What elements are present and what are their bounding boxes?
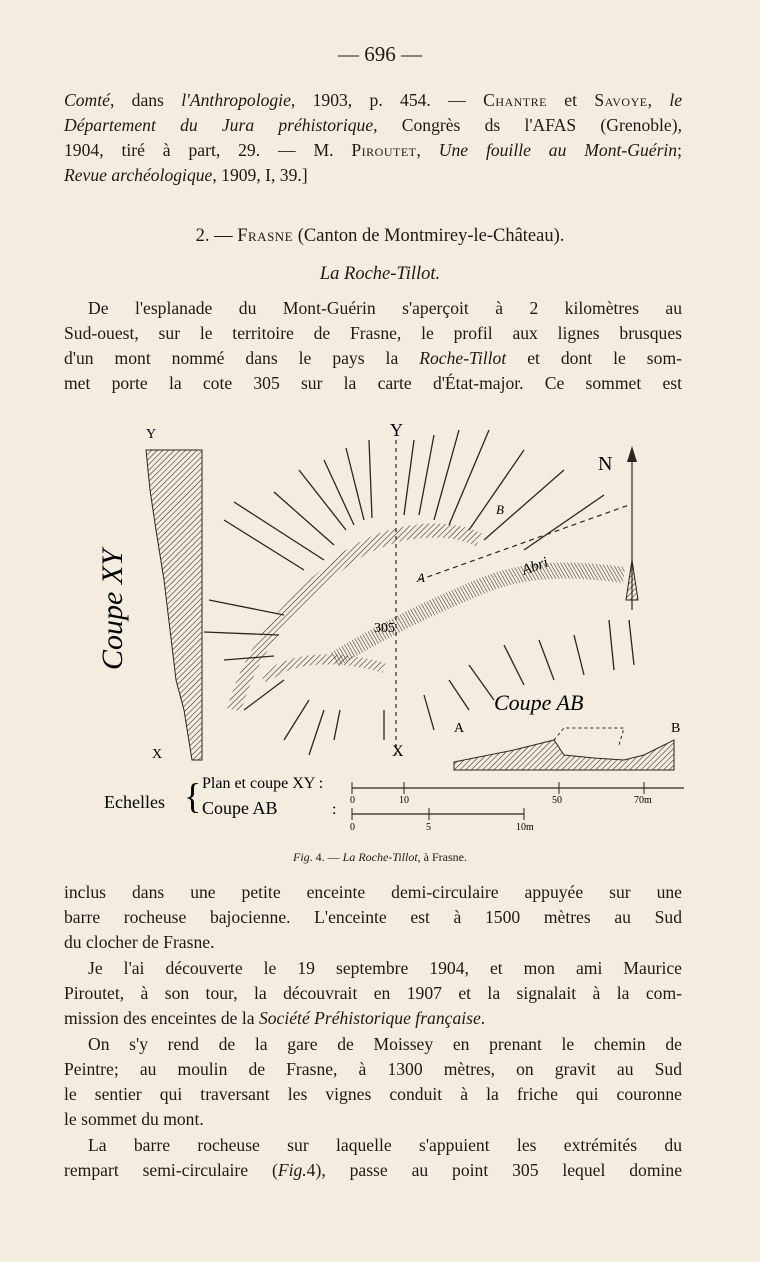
ref-text: , 1903, p. 454. — (290, 90, 484, 110)
text-run: Roche-Tillot (419, 348, 507, 368)
label-x: X (392, 743, 404, 760)
figure-caption (0, 850, 760, 865)
brace: { (184, 776, 202, 816)
ref-text: Comté (64, 90, 110, 110)
text-line: De l'esplanade du Mont-Guérin s'aperçoit à 2 kilomètres au (88, 298, 682, 318)
ref-text: , Congrès ds l'AFAS (Grenoble), (373, 115, 683, 135)
subsection-title: La Roche-Tillot. (319, 264, 441, 284)
paragraph-4 (64, 1032, 682, 1132)
scale-2-tick: 0 (350, 822, 355, 833)
reference-line (64, 113, 682, 138)
paragraph-3 (64, 956, 682, 1031)
ref-text: , 1909, I, 39.] (212, 165, 308, 185)
scale-1-label: Plan et coupe XY : (202, 775, 324, 792)
rampart (234, 530, 479, 710)
svg-text:X: X (152, 747, 163, 762)
scale-2-label: Coupe AB (202, 798, 278, 818)
ref-text: l'Anthropologie (181, 90, 291, 110)
caption-rest: , à Frasne. (417, 850, 467, 864)
text-line: le sommet du mont. (64, 1109, 204, 1129)
scale-1-tick: 50 (552, 795, 562, 806)
text-run: et dont le som- (506, 348, 682, 368)
label-305: 305 (374, 621, 395, 636)
coupe-xy-section (146, 427, 202, 762)
text-run: d'un mont nommé dans le pays la (64, 348, 420, 368)
text-line: barre rocheuse bajocienne. L'enceinte est à 1500 mètres au Sud (64, 907, 682, 927)
label-north: N (598, 453, 613, 475)
ref-text: , dans (109, 90, 182, 110)
scales-legend (104, 775, 684, 833)
text-line (64, 346, 682, 371)
figure-drawing (84, 410, 684, 840)
ref-text: , (416, 140, 439, 160)
ref-text: , (647, 90, 670, 110)
section-title (0, 226, 760, 247)
coupe-ab-b: B (671, 721, 681, 736)
label-abri: Abri (519, 554, 551, 579)
paragraph-2 (64, 880, 682, 955)
ref-text: et (546, 90, 595, 110)
ref-author: Chantre (483, 90, 547, 110)
svg-text:Y: Y (146, 427, 157, 442)
text-line: La barre rocheuse sur laquelle s'appuient les extrémités du (88, 1135, 682, 1155)
label-b-plan: B (496, 502, 504, 517)
scale-1-tick: 10 (399, 795, 409, 806)
text-run: . (480, 1008, 486, 1028)
page-number: — 696 — (338, 42, 422, 66)
reference-paragraph (64, 88, 682, 188)
text-run: mission des enceintes de la (64, 1008, 259, 1028)
scales-word: Echelles (104, 792, 165, 812)
ref-text: 1904, tiré à part, 29. — M. (64, 140, 352, 160)
coupe-ab-section (454, 690, 680, 770)
north-arrow (598, 446, 638, 610)
text-line: On s'y rend de la gare de Moissey en prenant le chemin de (88, 1034, 682, 1054)
coupe-xy-label: Coupe XY (96, 549, 129, 670)
ref-author: Piroutet (351, 140, 417, 160)
text-line: Je l'ai découverte le 19 septembre 1904, et mon ami Maurice (88, 958, 682, 978)
text-line: met porte la cote 305 sur la carte d'État-major. Ce sommet est (64, 373, 682, 393)
text-line: du clocher de Frasne. (64, 932, 215, 952)
reference-line (64, 138, 682, 163)
section-number: 2. — (195, 226, 238, 246)
section-canton: (Canton de Montmirey-le-Château). (293, 226, 565, 246)
rock-bar (334, 571, 624, 660)
text-run: Fig. (277, 1160, 307, 1180)
scale-2-colon: : (332, 801, 337, 818)
caption-title: La Roche-Tillot (342, 850, 418, 864)
text-line (64, 1006, 682, 1031)
label-a: A (417, 570, 425, 585)
ref-text: Département du Jura préhistorique (64, 115, 374, 135)
label-y: Y (390, 420, 403, 440)
ref-text: ; (677, 140, 682, 160)
text-line: Sud-ouest, sur le territoire de Frasne, le profil aux lignes brusques (64, 323, 682, 343)
figure-plan-roche-tillot (84, 410, 684, 840)
scale-2-tick: 10m (516, 822, 534, 833)
text-run: 4), passe au point 305 lequel domine (306, 1160, 682, 1180)
ref-author: Savoye (594, 90, 648, 110)
text-line: le sentier qui traversant les vignes conduit à la friche qui couronne (64, 1084, 682, 1104)
caption-fig: Fig (293, 850, 310, 864)
ref-text: Revue archéologique (64, 165, 213, 185)
text-line: inclus dans une petite enceinte demi-circulaire appuyée sur une (64, 882, 682, 902)
scale-2-tick: 5 (426, 822, 431, 833)
rampart-inner (264, 659, 384, 680)
caption-num: . 4. — (309, 850, 343, 864)
paragraph-5 (64, 1133, 682, 1183)
scale-1-tick: 0 (350, 795, 355, 806)
ref-text: Une fouille au Mont-Guérin (438, 140, 678, 160)
reference-line (64, 163, 682, 188)
paragraph-1 (64, 296, 682, 396)
text-line: Piroutet, à son tour, la découvrait en 1907 et la signalait à la com- (64, 983, 682, 1003)
text-run: Société Préhistorique française (258, 1008, 481, 1028)
coupe-ab-a: A (454, 721, 465, 736)
section-name: Frasne (237, 226, 294, 246)
coupe-ab-label: Coupe AB (494, 690, 584, 715)
reference-line (64, 88, 682, 113)
text-line: Peintre; au moulin de Frasne, à 1300 mètres, on gravit au Sud (64, 1059, 682, 1079)
scale-1-tick: 70m (634, 795, 652, 806)
text-line (64, 1158, 682, 1183)
text-run: rempart semi-circulaire ( (64, 1160, 278, 1180)
ref-text: le (669, 90, 683, 110)
